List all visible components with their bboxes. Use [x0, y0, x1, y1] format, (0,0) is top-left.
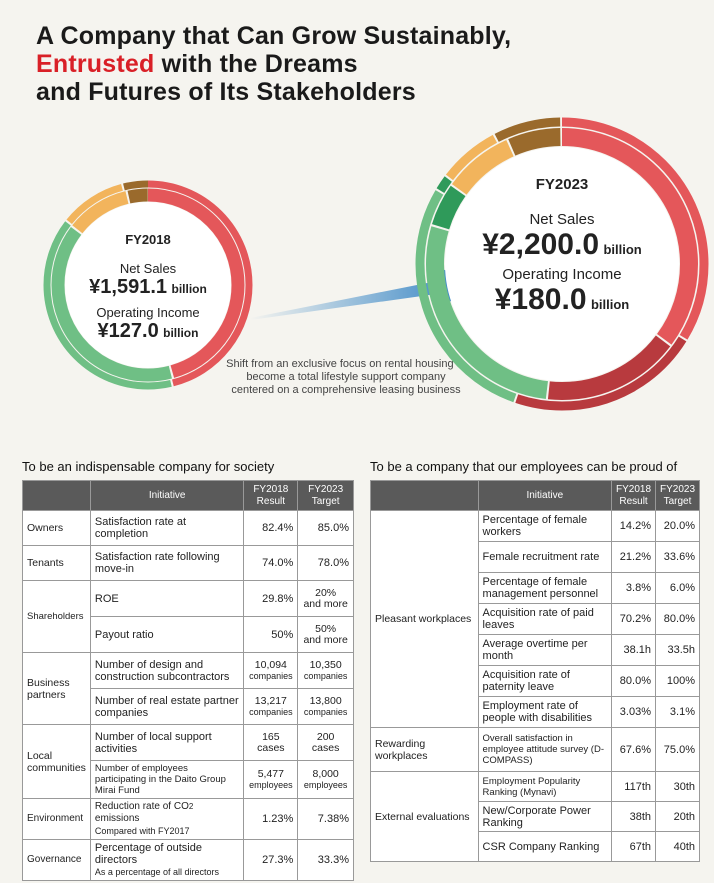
fy2018-op-income-label: Operating Income — [96, 305, 200, 320]
employees-header-row — [371, 481, 700, 511]
society-heading: To be an indispensable company for society — [22, 459, 275, 474]
fy2018-center-text — [58, 232, 238, 343]
table-row: Number of employees participating in the Daito Group Mirai Fund 5,477 employees 8,000 employees — [23, 761, 354, 799]
title-accent: Entrusted — [36, 50, 155, 78]
fy2023-label: FY2023 — [535, 176, 589, 193]
page-title — [36, 22, 511, 106]
table-row: Tenants Satisfaction rate following move-in 74.0% 78.0% — [23, 546, 354, 581]
table-row: Pleasant workplaces Percentage of female workers 14.2% 20.0% — [371, 511, 700, 542]
shift-caption: Shift from an exclusive focus on rental housing to become a total lifestyle support company centered on a comprehensive leasing business — [226, 358, 466, 396]
society-col-initiative: Initiative — [90, 481, 243, 511]
fy2018-label: FY2018 — [125, 232, 171, 247]
fy2023-op-income: ¥180.0 billion — [494, 283, 630, 316]
employees-table — [370, 480, 700, 862]
table-row: Average overtime per month 38.1h 33.5h — [371, 635, 700, 666]
title-line-1: A Company that Can Grow Sustainably, — [36, 22, 512, 50]
table-row: Owners Satisfaction rate at completion 82.4% 85.0% — [23, 511, 354, 546]
table-row: Governance Percentage of outside directors As a percentage of all directors 27.3% 33.3% — [23, 840, 354, 881]
fy2018-net-sales-label: Net Sales — [119, 261, 177, 276]
table-row: Employment rate of people with disabilities 3.03% 3.1% — [371, 697, 700, 728]
table-row: Female recruitment rate 21.2% 33.6% — [371, 542, 700, 573]
table-row: Business partners Number of design and construction subcontractors 10,094 companies 10,350 companies — [23, 653, 354, 689]
society-table — [22, 480, 354, 881]
society-header-row — [23, 481, 354, 511]
table-row: Number of real estate partner companies 13,217 companies 13,800 companies — [23, 689, 354, 725]
table-row: CSR Company Ranking 67th 40th — [371, 832, 700, 862]
employees-col-initiative: Initiative — [478, 481, 612, 511]
fy2018-op-income: ¥127.0 billion — [97, 320, 199, 342]
society-col-fy2023: FY2023 Target — [298, 481, 354, 511]
title-line-2 — [36, 50, 511, 78]
employees-col-fy2018: FY2018 Result — [612, 481, 656, 511]
table-row: Shareholders ROE 29.8% 20% and more — [23, 581, 354, 617]
fy2023-op-income-label: Operating Income — [502, 266, 622, 283]
society-col-fy2018: FY2018 Result — [244, 481, 298, 511]
fy2023-net-sales-label: Net Sales — [529, 211, 595, 228]
table-row: New/Corporate Power Ranking 38th 20th — [371, 802, 700, 832]
fy2023-center-text — [450, 176, 674, 317]
table-row: Percentage of female management personnel 3.8% 6.0% — [371, 573, 700, 604]
fy2018-net-sales: ¥1,591.1 billion — [89, 276, 207, 298]
table-row: Rewarding workplaces Overall satisfaction in employee attitude survey (D-COMPASS) 67.6% 75.0% — [371, 728, 700, 772]
table-row: Local communities Number of local support activities 165 cases 200 cases — [23, 725, 354, 761]
employees-col-fy2023: FY2023 Target — [656, 481, 700, 511]
title-line-2-rest: with the Dreams — [154, 50, 358, 78]
title-line-3: and Futures of Its Stakeholders — [36, 78, 416, 106]
table-row: Acquisition rate of paid leaves 70.2% 80.0% — [371, 604, 700, 635]
table-row: External evaluations Employment Popularity Ranking (Mynavi) 117th 30th — [371, 772, 700, 802]
table-row: Payout ratio 50% 50% and more — [23, 617, 354, 653]
employees-heading: To be a company that our employees can be proud of — [370, 459, 678, 474]
table-row: Acquisition rate of paternity leave 80.0% 100% — [371, 666, 700, 697]
fy2023-net-sales: ¥2,200.0 billion — [482, 228, 642, 261]
table-row: Environment Reduction rate of CO2 emissions Compared with FY2017 1.23% 7.38% — [23, 799, 354, 840]
